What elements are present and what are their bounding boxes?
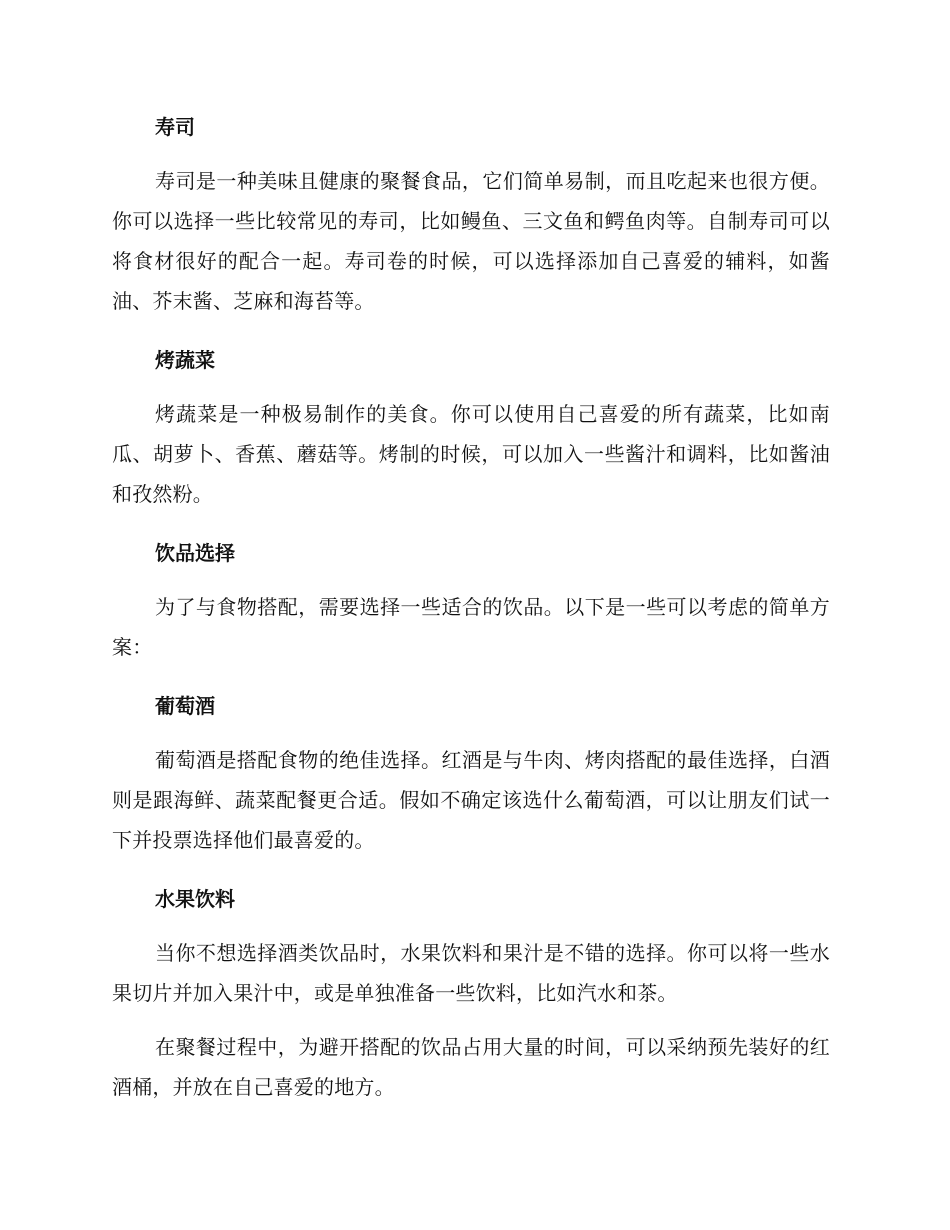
section-body-juice: 当你不想选择酒类饮品时，水果饮料和果汁是不错的选择。你可以将一些水果切片并加入果汁中，或是单独准备一些饮料，比如汽水和茶。 [112, 941, 830, 1005]
section-body-vegetables: 烤蔬菜是一种极易制作的美食。你可以使用自己喜爱的所有蔬菜，比如南瓜、胡萝卜、香蕉、蘑菇等。烤制的时候，可以加入一些酱汁和调料，比如酱油和孜然粉。 [112, 402, 830, 506]
section-heading-sushi: 寿司 [155, 115, 195, 139]
section-body-drinks: 为了与食物搭配，需要选择一些适合的饮品。以下是一些可以考虑的简单方案： [112, 595, 830, 659]
section-heading-juice: 水果饮料 [155, 887, 235, 911]
section-heading-vegetables: 烤蔬菜 [155, 348, 215, 372]
closing-paragraph: 在聚餐过程中，为避开搭配的饮品占用大量的时间，可以采纳预先装好的红酒桶，并放在自己喜爱的地方。 [112, 1035, 830, 1099]
section-body-wine: 葡萄酒是搭配食物的绝佳选择。红酒是与牛肉、烤肉搭配的最佳选择，白酒则是跟海鲜、蔬菜配餐更合适。假如不确定该选什么葡萄酒，可以让朋友们试一下并投票选择他们最喜爱的。 [112, 748, 830, 852]
section-heading-drinks: 饮品选择 [155, 541, 235, 565]
section-body-sushi: 寿司是一种美味且健康的聚餐食品，它们简单易制，而且吃起来也很方便。你可以选择一些比较常见的寿司，比如鳗鱼、三文鱼和鳄鱼肉等。自制寿司可以将食材很好的配合一起。寿司卷的时候，可以选择添加自己喜爱的辅料，如酱油、芥末酱、芝麻和海苔等。 [112, 169, 830, 313]
section-heading-wine: 葡萄酒 [155, 694, 215, 718]
